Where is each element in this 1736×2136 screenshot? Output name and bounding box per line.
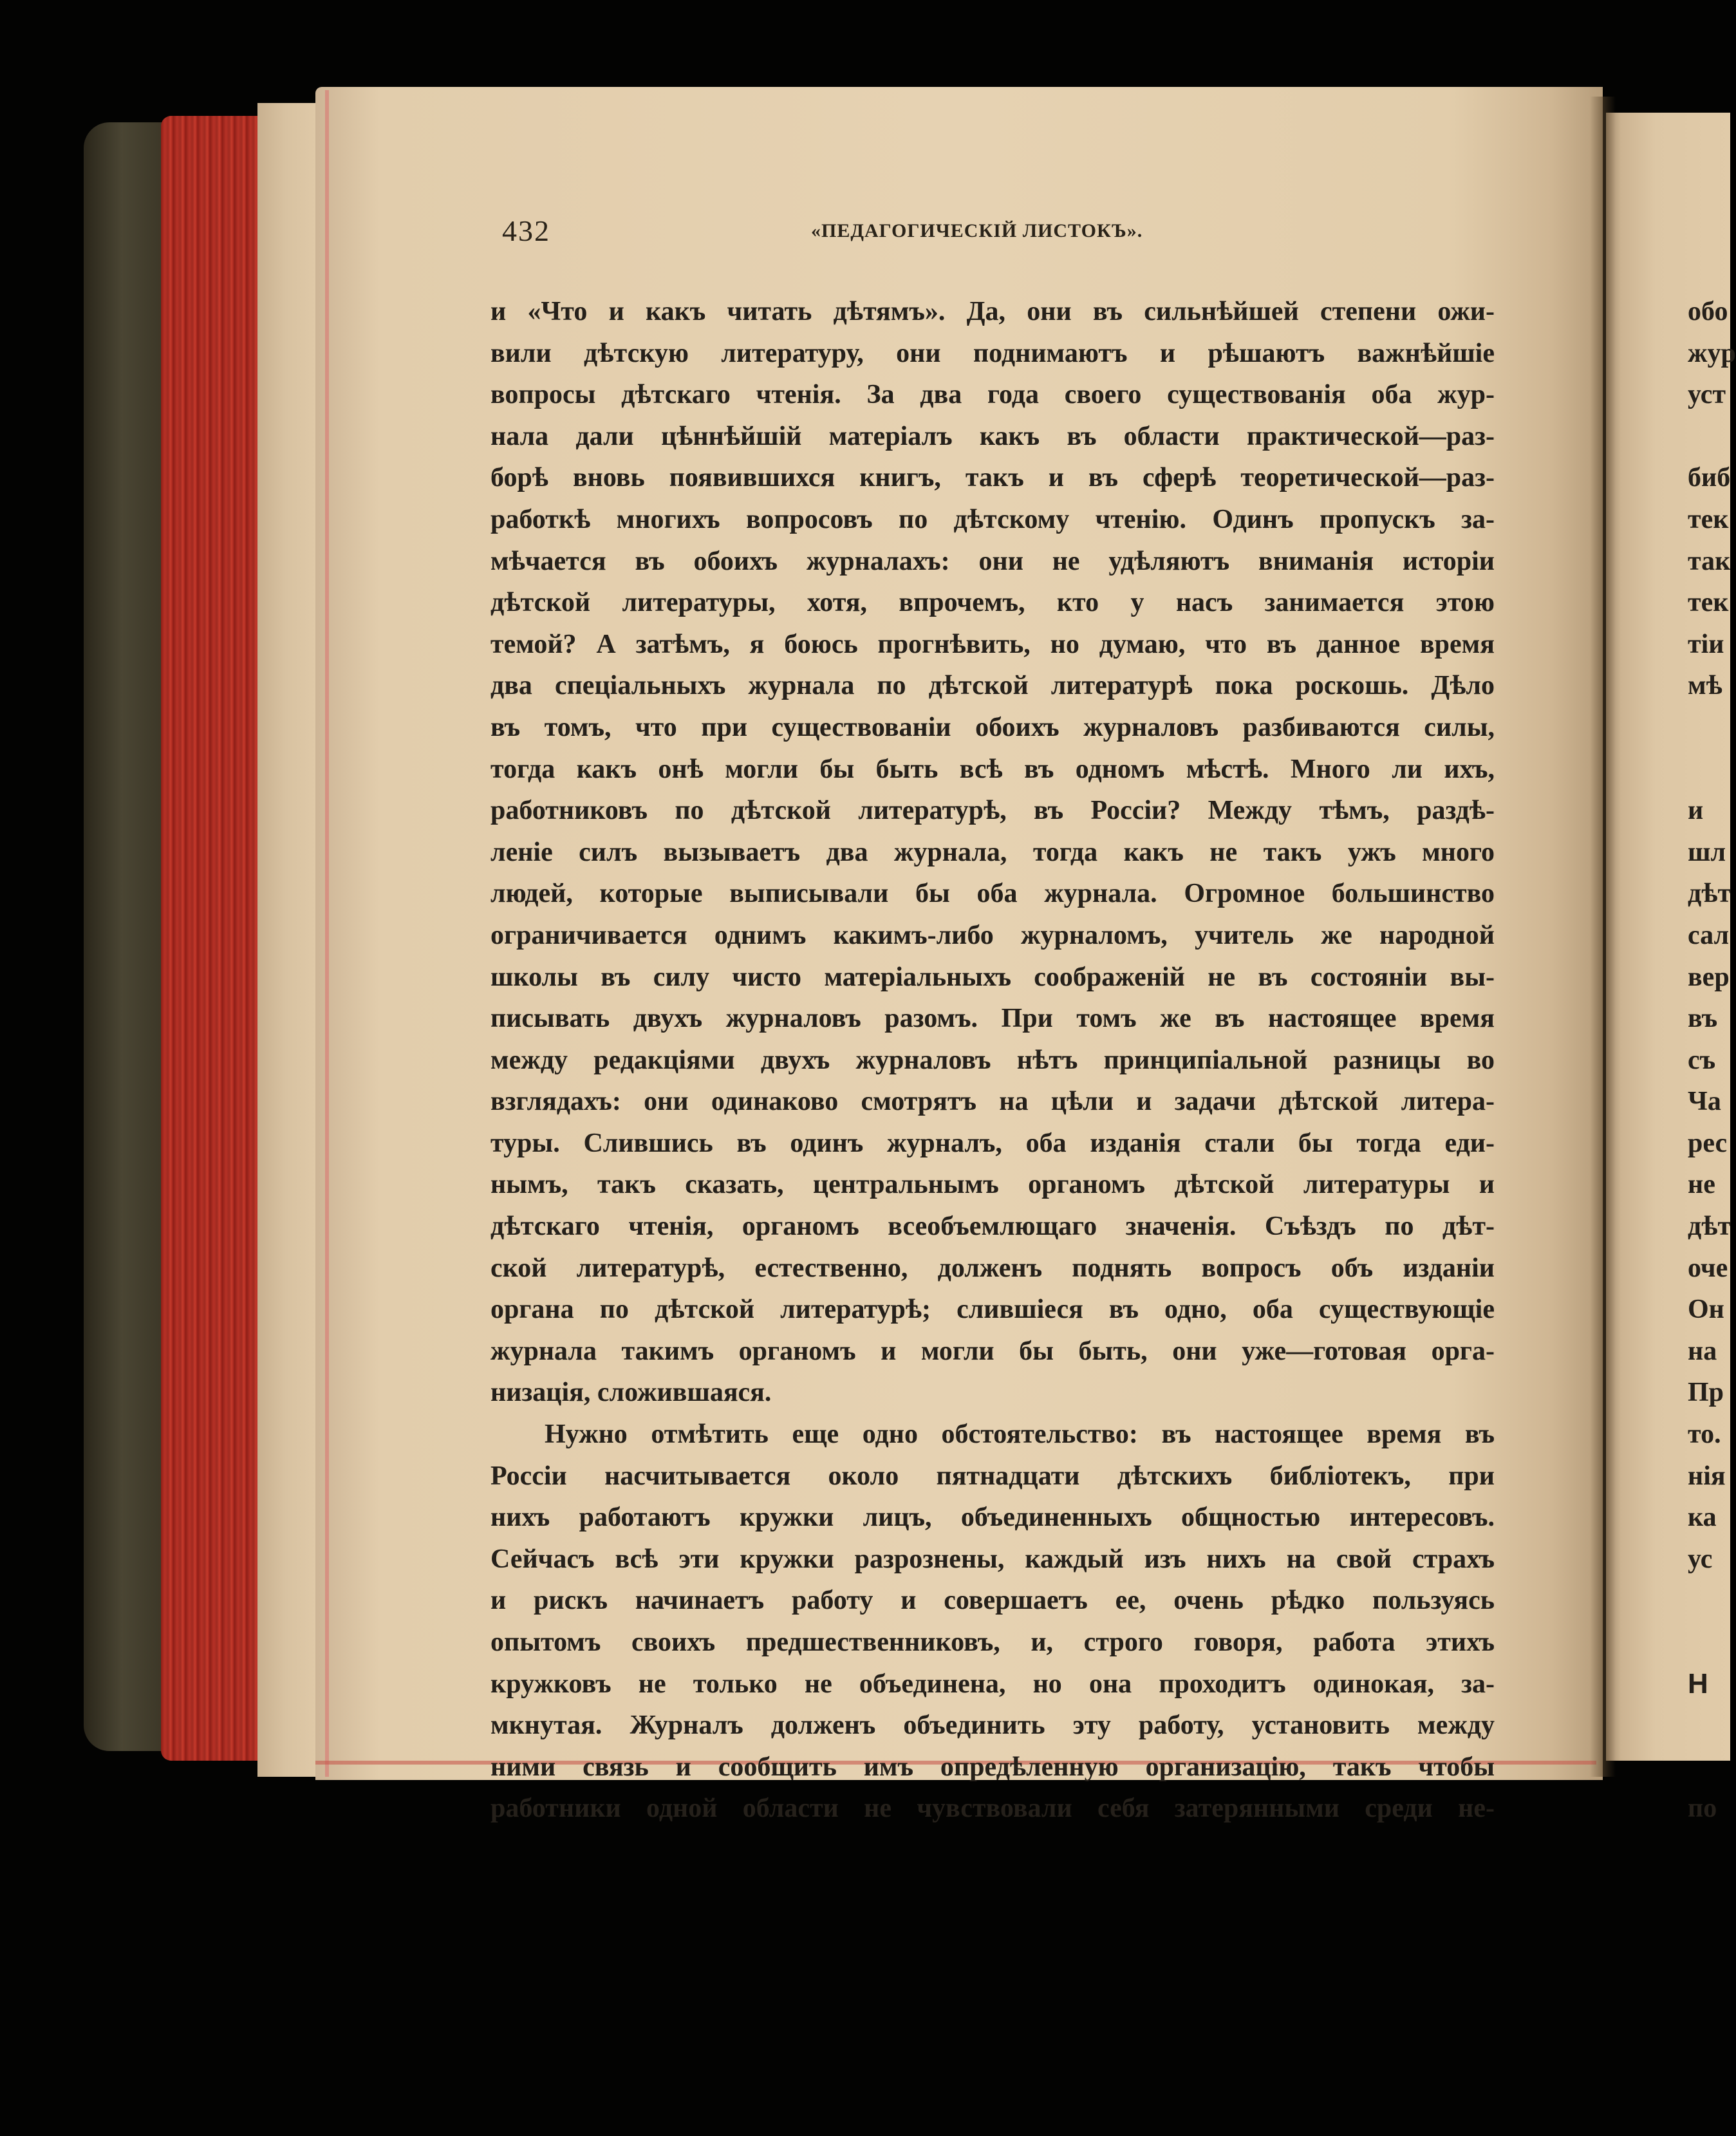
right-page-fragment — [1688, 416, 1730, 458]
text-line: дѣтскаго чтенія, органомъ всеобъемлющаго значенія. Съѣздъ по дѣт- — [490, 1212, 1495, 1242]
right-page-fragment: обо — [1688, 297, 1728, 326]
text-line: органа по дѣтской литературѣ; слившіеся въ одно, оба существующіе — [490, 1295, 1495, 1325]
right-page-fragment: съ — [1688, 1045, 1716, 1075]
right-page-fragment: мѣ — [1688, 671, 1722, 701]
page-header — [502, 214, 1493, 252]
right-page-fragment — [1688, 1622, 1730, 1663]
right-page-fragment: по — [1688, 1794, 1717, 1824]
text-line: взглядахъ: они одинаково смотрятъ на цѣли и задачи дѣтской литера- — [490, 1087, 1495, 1117]
right-page-fragment — [1688, 1747, 1730, 1788]
right-page-fragment: вер — [1688, 962, 1730, 992]
right-page-fragment: ка — [1688, 1503, 1717, 1533]
right-page-fragment: сал — [1688, 920, 1730, 950]
text-line: кружковъ не только не объединена, но она проходитъ одинокая, за- — [490, 1669, 1495, 1699]
text-line: работкѣ многихъ вопросовъ по дѣтскому чтенію. Одинъ пропускъ за- — [490, 504, 1495, 534]
right-page-fragment: Он — [1688, 1295, 1724, 1325]
text-line: нала дали цѣннѣйшій матеріалъ какъ въ области практической—раз- — [490, 421, 1495, 451]
text-line: леніе силъ вызываетъ два журнала, тогда какъ не такъ ужъ много — [490, 837, 1495, 867]
right-page-fragment: Пр — [1688, 1378, 1724, 1408]
text-line: писывать двухъ журналовъ разомъ. При томъ же въ настоящее время — [490, 1004, 1495, 1034]
text-line: ограничивается однимъ какимъ-либо журналомъ, учитель же народной — [490, 920, 1495, 950]
page-number: 432 — [502, 214, 550, 247]
right-page-fragment: биб — [1688, 463, 1731, 493]
right-page-fragment: оче — [1688, 1253, 1728, 1283]
right-page-fragment: дѣт — [1688, 1212, 1731, 1242]
right-page-fragment: дѣт — [1688, 879, 1731, 909]
text-line: людей, которые выписывали бы оба журнала. Огромное большинство — [490, 879, 1495, 909]
right-page-fragment: тек — [1688, 588, 1729, 618]
text-line: опытомъ своихъ предшественниковъ, и, строго говоря, работа этихъ — [490, 1627, 1495, 1657]
right-page-fragment: тек — [1688, 504, 1729, 534]
right-page-fragment: тіи — [1688, 629, 1724, 659]
text-line: темой? А затѣмъ, я боюсь прогнѣвить, но думаю, что въ данное время — [490, 629, 1495, 659]
right-page-fragment: не — [1688, 1170, 1715, 1200]
right-page-fragment — [1688, 749, 1730, 791]
text-line: въ томъ, что при существованіи обоихъ журналовъ разбиваются силы, — [490, 712, 1495, 742]
right-page-fragment: шл — [1688, 837, 1726, 867]
right-page-fragment: на — [1688, 1336, 1717, 1366]
text-line: Сейчасъ всѣ эти кружки разрознены, каждый изъ нихъ на свой страхъ — [490, 1544, 1495, 1574]
text-line: два спеціальныхъ журнала по дѣтской литературѣ пока роскошь. Дѣло — [490, 671, 1495, 701]
text-line: работниковъ по дѣтской литературѣ, въ Россіи? Между тѣмъ, раздѣ- — [490, 796, 1495, 826]
body-text — [490, 291, 1495, 1830]
right-page-fragment: Ча — [1688, 1087, 1721, 1117]
text-line: Россіи насчитывается около пятнадцати дѣтскихъ библіотекъ, при — [490, 1461, 1495, 1491]
right-page-fragment: то. — [1688, 1419, 1721, 1450]
text-line: мкнутая. Журналъ долженъ объединить эту работу, установить между — [490, 1710, 1495, 1741]
text-line: вили дѣтскую литературу, они поднимаютъ и рѣшаютъ важнѣйшіе — [490, 338, 1495, 368]
right-page-fragment: Н — [1688, 1667, 1708, 1700]
right-page-fragment: нія — [1688, 1461, 1726, 1491]
text-line: и «Что и какъ читать дѣтямъ». Да, они въ сильнѣйшей степени ожи- — [490, 297, 1495, 326]
right-page-fragment — [1688, 1705, 1730, 1747]
text-line: журнала такимъ органомъ и могли бы быть, они уже—готовая орга- — [490, 1336, 1495, 1366]
right-page-text — [1688, 291, 1736, 1830]
right-page-fragment: ус — [1688, 1544, 1713, 1574]
text-line: нымъ, такъ сказать, центральнымъ органомъ дѣтской литературы и — [490, 1170, 1495, 1200]
text-line: нихъ работаютъ кружки лицъ, объединенныхъ общностью интересовъ. — [490, 1503, 1495, 1533]
text-line: борѣ вновь появившихся книгъ, такъ и въ сферѣ теоретической—раз- — [490, 463, 1495, 493]
text-line: мѣчается въ обоихъ журналахъ: они не удѣляютъ вниманія исторіи — [490, 546, 1495, 576]
right-page-fragment: и — [1688, 796, 1704, 826]
text-line: ними связь и сообщить имъ опредѣленную организацію, такъ чтобы — [490, 1752, 1495, 1782]
text-line: между редакціями двухъ журналовъ нѣтъ принципіальной разницы во — [490, 1045, 1495, 1075]
right-page-fragment: рес — [1688, 1128, 1728, 1158]
right-page-fragment: уст — [1688, 380, 1726, 410]
text-line: школы въ силу чисто матеріальныхъ соображеній не въ состояніи вы- — [490, 962, 1495, 992]
right-page-fragment — [1688, 707, 1730, 749]
text-line: низація, сложившаяся. — [490, 1378, 772, 1408]
right-page-fragment: жур — [1688, 338, 1736, 368]
right-page-fragment: въ — [1688, 1004, 1718, 1034]
text-line: вопросы дѣтскаго чтенія. За два года своего существованія оба жур- — [490, 380, 1495, 410]
right-page-fragment: так — [1688, 546, 1731, 576]
text-line: и рискъ начинаетъ работу и совершаетъ ее, очень рѣдко пользуясь — [490, 1586, 1495, 1616]
text-line: туры. Слившись въ одинъ журналъ, оба изданія стали бы тогда еди- — [490, 1128, 1495, 1158]
right-page-fragment — [1688, 1580, 1730, 1622]
text-line: тогда какъ онѣ могли бы быть всѣ въ одномъ мѣстѣ. Много ли ихъ, — [490, 754, 1495, 784]
text-line: ской литературѣ, естественно, долженъ поднять вопросъ объ изданіи — [490, 1253, 1495, 1283]
book-gutter — [1590, 97, 1616, 1777]
text-line: Нужно отмѣтить еще одно обстоятельство: въ настоящее время въ — [545, 1419, 1495, 1450]
text-line: работники одной области не чувствовали себя затерянными среди не- — [490, 1794, 1495, 1824]
text-line: дѣтской литературы, хотя, впрочемъ, кто у насъ занимается этою — [490, 588, 1495, 618]
running-head: «ПЕДАГОГИЧЕСКІЙ ЛИСТОКЪ». — [811, 220, 1143, 241]
page-margin-line — [325, 90, 329, 1777]
